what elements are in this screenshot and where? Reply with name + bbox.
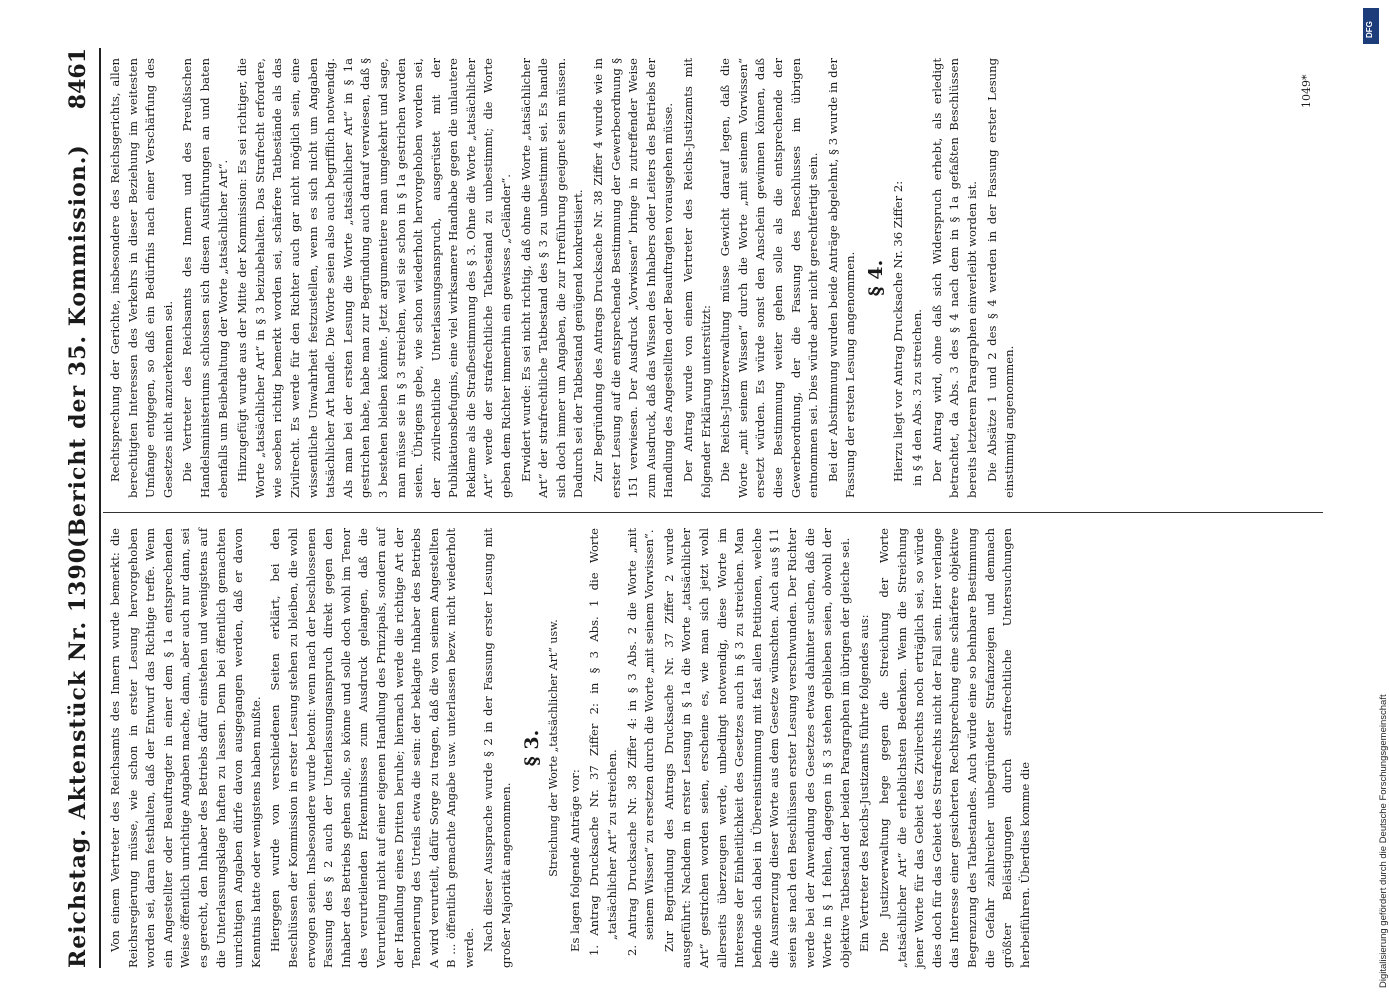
dfg-logo-text: DFG bbox=[1365, 21, 1374, 38]
list-item: 2. Antrag Drucksache Nr. 38 Ziffer 4: in § 3 Abs. 2 die Worte „mit seinem Wissen“ zu ersetzen durch die Worte „mit seinem Vorwissen“. bbox=[624, 528, 657, 956]
paragraph: Hinzugefügt wurde aus der Mitte der Kommission: Es sei richtiger, die Worte „tatsächlicher Art“ in § 3 beizubehalten. Das Strafrecht erfordere, wie soeben richtig bemerkt worden sei, schärfere Tatbestände als das Zivilrecht. Es werde für den Richter auch gar nicht möglich sein, eine wissentliche Unwahrheit festzustellen, wenn es sich nicht um Angaben tatsächlicher Art handle. Die Worte seien also auch begrifflich notwendig. Als man bei der ersten Lesung die Worte „tatsächlicher Art“ in § 1a gestrichen habe, habe man zur Begründung auch darauf verwiesen, daß § 3 bestehen bleiben könnte. Jetzt argumentiere man umgekehrt und sage, man müsse sie in § 3 streichen, weil sie schon in § 1a gestrichen worden seien. Übrigens gebe, wie schon wiederholt hervorgehoben worden sei, der zivilrechtliche Unterlassungsanspruch, ausgerüstet mit der Publikationsbefugnis, eine viel wirksamere Handhabe gegen die unlautere Reklame als die Strafbestimmung des § 3. Ohne die Worte „tatsächlicher Art“ werde der strafrechtliche Tatbestand zu unbestimmt; die Worte geben dem Richter immerhin ein gewisses „Geländer“. bbox=[235, 58, 514, 498]
paragraph: Der Antrag wird, ohne daß sich Widerspruch erhebt, als erledigt betrachtet, da Abs. 3 des § 4 nach dem in § 1a gefaßten Beschlüssen bereits letzterem Paragraphen einverleibt worden ist. bbox=[929, 58, 979, 498]
header-center: (Bericht der 35. Kommission.) bbox=[65, 144, 91, 548]
paragraph: Der Antrag wurde von einem Vertreter des Reichs-Justizamts mit folgender Erklärung unterstützt: bbox=[681, 58, 713, 498]
paragraph: Die Justizverwaltung hege gegen die Streichung der Worte „tatsächlicher Art“ die erheblichsten Bedenken. Wenn die Streichung jener Worte für das Gebiet des Zivilrechts noch erträglich sei, so würde dies doch für das Gebiet des Strafrechts nicht der Fall sein. Hier verlange das Interesse einer gesicherten Rechtsprechung eine schärfere objektive Begrenzung des Tatbestandes. Auch würde eine so behnbare Bestimmung die Gefahr zahlreicher unbegründeter Strafanzeigen und demnach größter Belästigungen durch strafrechtliche Untersuchungen herbeiführen. Überdies komme die bbox=[876, 528, 1032, 968]
paragraph: Hierzu liegt vor Antrag Drucksache Nr. 36 Ziffer 2: bbox=[890, 180, 905, 482]
paragraph: Von einem Vertreter des Reichsamts des Innern wurde bemerkt: die Reichsregierung müsse, wie schon in erster Lesung hervorgehoben worden sei, daran festhalten, daß der Entwurf das Richtige treffe. Wenn ein Angestellter oder Beauftragter in einer dem § 1a entsprechenden Weise öffentlich unrichtige Angaben mache, dann, aber auch nur dann, sei es gerecht, den Inhaber des Betriebs dafür einstehen und wenigstens auf die Unterlassungsklage haften zu lassen. Denn bei öffentlich gemachten unrichtigen Angaben dürfe davon ausgegangen werden, daß er davon Kenntnis hatte oder wenigstens haben mußte. bbox=[108, 528, 263, 968]
page-header bbox=[55, 48, 99, 968]
right-column bbox=[107, 58, 1327, 498]
section-heading: § 4. bbox=[864, 259, 887, 297]
list-item: in § 4 den Abs. 3 zu streichen. bbox=[910, 309, 925, 486]
section-heading: § 3. bbox=[520, 729, 543, 767]
header-rule bbox=[99, 48, 101, 968]
paragraph: Zur Begründung des Antrags Drucksache Nr. 38 Ziffer 4 wurde wie in erster Lesung auf die entsprechende Bestimmung der Gewerbeordnung § 151 verwiesen. Der Ausdruck „Vorwissen“ bringe in zutreffender Weise zum Ausdruck, daß das Wissen des Inhabers oder Leiters des Betriebs der Handlung des Angestellten oder Beauftragten vorausgehen müsse. bbox=[591, 58, 676, 498]
column-divider bbox=[103, 512, 1323, 513]
section-subheading: Streichung der Worte „tatsächlicher Art“ usw. bbox=[547, 619, 561, 877]
paragraph: Hiergegen wurde von verschiedenen Seiten erklärt, bei den Beschlüssen der Kommission in erster Lesung stehen zu bleiben, die wohl erwogen seien. Insbesondere wurde betont: wenn nach der beschlossenen Fassung des § 2 auch der Unterlassungsanspruch direkt gegen den Inhaber des Betriebs gehen solle, so könne und solle doch wohl im Tenor des verurteilenden Erkenntnisses zum Ausdruck gelangen, daß die Verurteilung nicht auf einer eigenen Handlung des Prinzipals, sondern auf der Handlung eines Dritten beruhe; hiernach werde die richtige Art der Tenorierung des Urteils etwa die sein: der beklagte Inhaber des Betriebs A wird verurteilt, dafür Sorge zu tragen, daß die von seinem Angestellten B ... öffentlich gemachte Angabe usw. unterlassen bezw. nicht wiederholt werde. bbox=[268, 528, 476, 968]
paragraph: Erwidert wurde: Es sei nicht richtig, daß ohne die Worte „tatsächlicher Art“ der strafrechtliche Tatbestand des § 3 zu unbestimmt sei. Es handle sich doch immer um Angaben, die zur Irreführung geeignet sein müssen. Dadurch sei der Tatbestand genügend konkretisiert. bbox=[518, 58, 586, 498]
paragraph: Nach dieser Aussprache wurde § 2 in der Fassung erster Lesung mit großer Majorität angenommen. bbox=[481, 528, 514, 968]
funding-note-text: Digitalisierung gefördert durch die Deutsche Forschungsgemeinschaft bbox=[1378, 694, 1389, 988]
paragraph: Die Reichs-Justizverwaltung müsse Gewicht darauf legen, daß die Worte „mit seinem Wissen“ durch die Worte „mit seinem Vorwissen“ ersetzt würden. Es würde sonst den Anschein gewinnen können, daß diese Bestimmung weiter gehen solle als die entsprechende der Gewerbeordnung, der die Fassung des Beschlusses im übrigen entnommen sei. Dies würde aber nicht gerechtfertigt sein. bbox=[718, 58, 821, 498]
paragraph: Es lagen folgende Anträge vor: bbox=[567, 769, 582, 952]
rotated-page bbox=[55, 48, 1335, 968]
footer-mark: 1049* bbox=[1300, 74, 1313, 108]
header-left: Reichstag. Aktenstück Nr. 1390. bbox=[65, 538, 91, 968]
paragraph: Zur Begründung des Antrags Drucksache Nr. 37 Ziffer 2 wurde ausgeführt: Nachdem in erster Lesung in § 1a die Worte „tatsächlicher Art“ gestrichen worden seien, erscheine es, wie man sich jetzt wohl allerseits überzeugen werde, unbedingt notwendig, diese Worte im Interesse der Einheitlichkeit des Gesetzes auch in § 3 zu streichen. Man befinde sich dabei in Übereinstimmung mit fast allen Petitionen, welche die Ausmerzung dieser Worte aus dem Gesetze wünschten. Auch aus § 11 seien sie nach den Beschlüssen erster Lesung verschwunden. Der Richter werde bei der Anwendung des Gesetzes etwas dahinter suchen, daß die Worte in § 1 fehlen, dagegen in § 3 stehen geblieben seien, obwohl der objektive Tatbestand der beiden Paragraphen im übrigen der gleiche sei. bbox=[661, 528, 852, 968]
paragraph: Die Absätze 1 und 2 des § 4 werden in der Fassung erster Lesung einstimmig angenommen. bbox=[984, 58, 1017, 498]
paragraph: Ein Vertreter des Reichs-Justizamts führte folgendes aus: bbox=[857, 614, 872, 952]
paragraph: Bei der Abstimmung wurden beide Anträge abgelehnt, § 3 wurde in der Fassung der ersten Lesung angenommen. bbox=[825, 58, 858, 498]
left-column bbox=[107, 528, 1327, 968]
list-item: 1. Antrag Drucksache Nr. 37 Ziffer 2: in § 3 Abs. 1 die Worte „tatsächlicher Art“ zu streichen. bbox=[587, 528, 620, 956]
paragraph: Rechtsprechung der Gerichte, insbesondere des Reichsgerichts, allen berechtigten Interessen des Verkehrs in dieser Beziehung im weitesten Umfange entgegen, so daß ein Bedürfnis nach einer Verschärfung des Gesetzes nicht anzuerkennen sei. bbox=[108, 58, 175, 498]
funding-note bbox=[1362, 10, 1389, 990]
paragraph: Die Vertreter des Reichsamts des Innern und des Preußischen Handelsministeriums schlossen sich diesen Ausführungen an und baten ebenfalls um Beibehaltung der Worte „tatsächlicher Art“. bbox=[180, 58, 230, 498]
page-number: 8461 bbox=[65, 48, 91, 110]
